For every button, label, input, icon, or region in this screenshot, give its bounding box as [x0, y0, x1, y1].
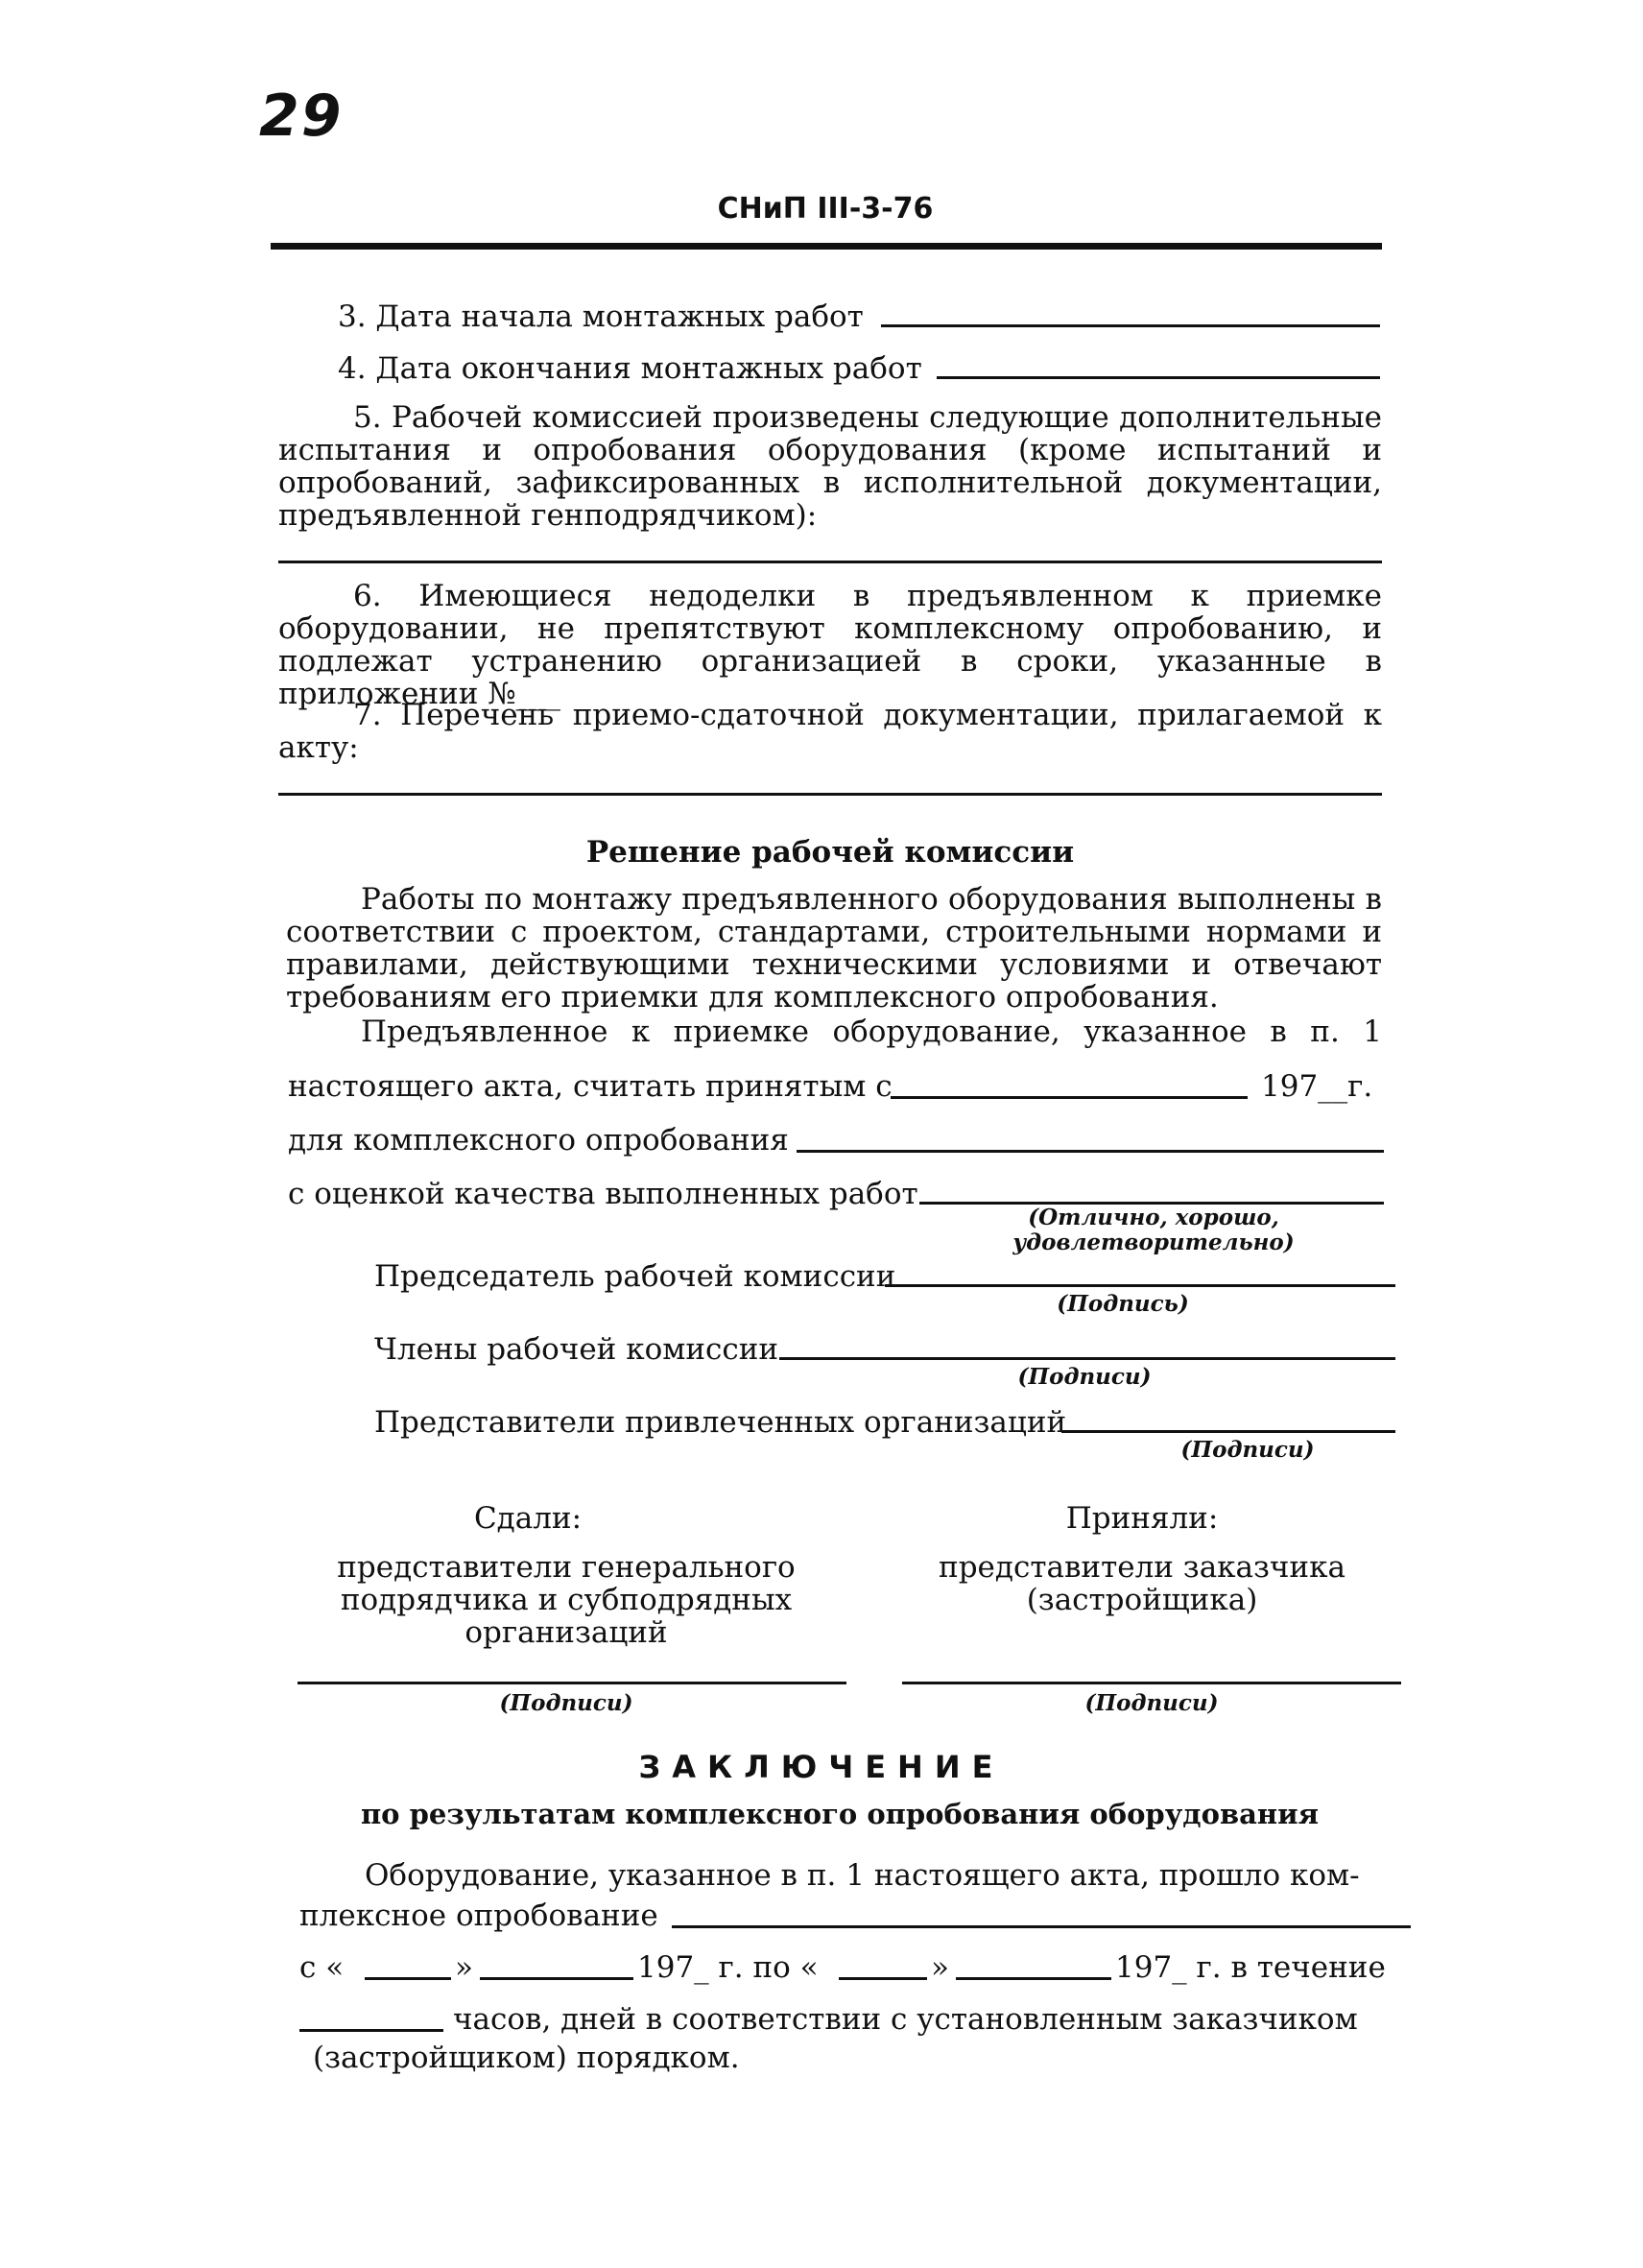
duration-label: 197_ г. в течение [1115, 1950, 1386, 1985]
item-5-text: 5. Рабочей комиссией произведены следующие дополнительные испытания и опробования оборудования (кроме испытаний и опробований, зафиксированных в исполнительной документации, предъявленной генподрядчиком): [278, 400, 1382, 533]
chairman-label: Председатель рабочей комиссии [374, 1259, 896, 1294]
handed-over-title: Сдали: [473, 1501, 583, 1536]
chairman-blank [885, 1284, 1395, 1287]
conclusion-line-4: часов, дней в соответствии с установленным заказчиком [453, 2002, 1358, 2037]
accepted-title: Приняли: [1065, 1501, 1219, 1536]
decision-paragraph: Работы по монтажу предъявленного оборудования выполнены в соответствии с проектом, стандартами, строительными нормами и правилами, действующими техническими условиями и отвечают требованиям его приемки для комплексного опробования. [286, 882, 1382, 1015]
conclusion-title: ЗАКЛЮЧЕНИЕ [638, 1749, 1005, 1785]
to-close-quote: » [931, 1950, 949, 1985]
quality-caption: (Отлично, хорошо, удовлетворительно) [1012, 1205, 1295, 1255]
reps-label: Представители привлеченных организаций [374, 1405, 1067, 1440]
item-3-blank [881, 324, 1380, 327]
members-label: Члены рабочей комиссии [374, 1332, 779, 1367]
reps-blank [1061, 1430, 1395, 1433]
handed-over-caption: (Подписи) [499, 1690, 633, 1716]
from-month-blank [480, 1977, 633, 1980]
to-day-blank [839, 1977, 927, 1980]
item-3-label: 3. Дата начала монтажных работ [338, 299, 864, 334]
item-7-text: 7. Перечень приемо-сдаточной документации, прилагаемой к акту: [278, 698, 1382, 765]
header-rule [271, 243, 1382, 250]
accepted-text: представители заказчика (застройщика) [939, 1550, 1345, 1617]
conclusion-line-5: (застройщиком) порядком. [313, 2041, 740, 2075]
from-day-blank [365, 1977, 451, 1980]
handed-over-signature-line [298, 1682, 846, 1684]
members-caption: (Подписи) [1017, 1364, 1152, 1390]
conclusion-line-1: Оборудование, указанное в п. 1 настоящего акта, прошло ком- [365, 1858, 1360, 1893]
item-7-blank [278, 793, 1382, 796]
accept-date-label: настоящего акта, считать принятым с [288, 1069, 893, 1104]
accept-date-blank [891, 1096, 1248, 1099]
item-6-text: 6. Имеющиеся недоделки в предъявленном к приемке оборудовании, не препятствуют комплексному опробованию, и подлежат устранению организацией в сроки, указанные в приложении №___ [278, 579, 1382, 711]
accept-year-label: 197__г. [1261, 1069, 1373, 1104]
members-blank [779, 1357, 1395, 1360]
from-close-quote: » [455, 1950, 473, 1985]
hours-blank [299, 2029, 443, 2032]
for-testing-label: для комплексного опробования [288, 1123, 789, 1158]
decision-title: Решение рабочей комиссии [585, 835, 1075, 870]
handed-over-text: представители генерального подрядчика и субподрядных организаций [337, 1550, 796, 1650]
from-open-quote: с « [299, 1950, 345, 1985]
item-5-blank [278, 561, 1382, 563]
accepted-caption: (Подписи) [1084, 1690, 1219, 1716]
decision-accept-intro: Предъявленное к приемке оборудование, указанное в п. 1 [361, 1015, 1382, 1049]
for-testing-blank [797, 1150, 1384, 1153]
conclusion-subtitle: по результатам комплексного опробования оборудования [360, 1798, 1320, 1830]
conclusion-line-2: плексное опробование [299, 1898, 658, 1933]
item-4-blank [937, 376, 1380, 379]
reps-caption: (Подписи) [1180, 1437, 1315, 1463]
to-open-quote: 197_ г. по « [637, 1950, 819, 1985]
item-4-label: 4. Дата окончания монтажных работ [338, 351, 922, 386]
page-number: 29 [259, 83, 344, 150]
quality-label: с оценкой качества выполненных работ [288, 1177, 918, 1211]
chairman-caption: (Подпись) [1057, 1291, 1189, 1317]
to-month-blank [956, 1977, 1111, 1980]
testing-blank [672, 1925, 1411, 1928]
accepted-signature-line [902, 1682, 1401, 1684]
standard-header: СНиП III-3-76 [717, 192, 934, 226]
